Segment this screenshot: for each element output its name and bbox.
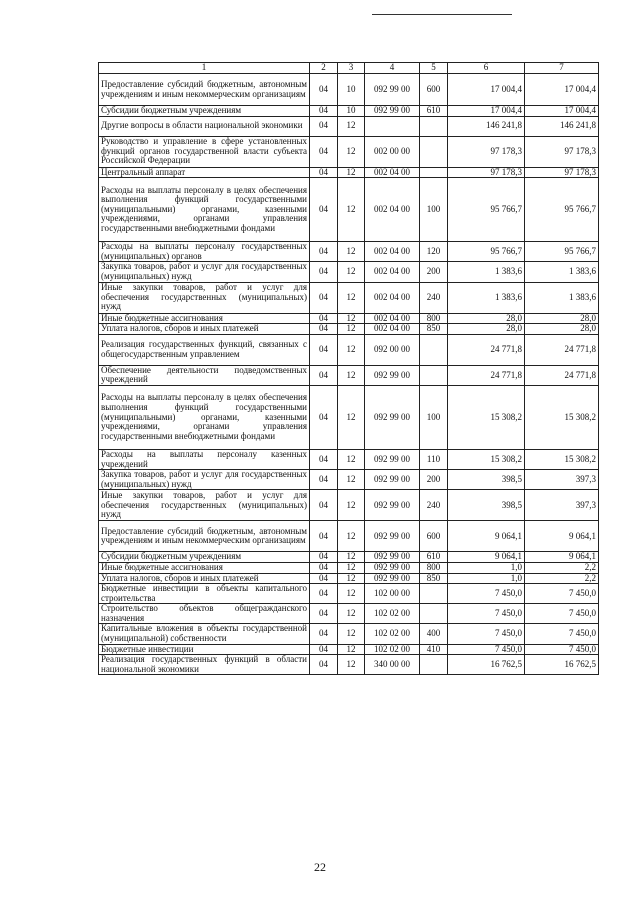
target-article-code: 092 00 00 xyxy=(365,334,420,365)
target-article-code: 002 04 00 xyxy=(365,242,420,262)
amount-col6: 24 771,8 xyxy=(448,365,525,385)
amount-col7: 24 771,8 xyxy=(525,365,599,385)
amount-col7: 397,3 xyxy=(525,490,599,521)
target-article-code: 092 99 00 xyxy=(365,106,420,117)
row-description: Иные закупки товаров, работ и услуг для обеспечения государственных (муниципальных) нужд xyxy=(99,282,310,313)
target-article-code: 002 04 00 xyxy=(365,313,420,324)
target-article-code: 102 02 00 xyxy=(365,644,420,655)
table-row xyxy=(99,178,599,242)
target-article-code: 002 04 00 xyxy=(365,262,420,282)
row-description: Закупка товаров, работ и услуг для государственных (муниципальных) нужд xyxy=(99,470,310,490)
budget-table xyxy=(98,62,599,675)
amount-col6: 95 766,7 xyxy=(448,242,525,262)
section-code: 04 xyxy=(310,262,338,282)
amount-col7: 28,0 xyxy=(525,324,599,335)
subsection-code: 10 xyxy=(338,74,365,106)
section-code: 04 xyxy=(310,449,338,469)
table-row xyxy=(99,334,599,365)
target-article-code: 092 99 00 xyxy=(365,74,420,106)
table-row xyxy=(99,644,599,655)
page-number: 22 xyxy=(314,860,326,874)
section-code: 04 xyxy=(310,282,338,313)
top-rule xyxy=(372,14,512,15)
target-article-code: 002 04 00 xyxy=(365,167,420,178)
expense-type-code: 100 xyxy=(420,385,448,449)
target-article-code xyxy=(365,116,420,136)
expense-type-code xyxy=(420,365,448,385)
section-code: 04 xyxy=(310,334,338,365)
expense-type-code: 240 xyxy=(420,282,448,313)
section-code: 04 xyxy=(310,562,338,573)
expense-type-code: 610 xyxy=(420,106,448,117)
row-description: Реализация государственных функций в области национальной экономики xyxy=(99,655,310,675)
row-description: Закупка товаров, работ и услуг для государственных (муниципальных) нужд xyxy=(99,262,310,282)
table-row xyxy=(99,167,599,178)
header-cell: 2 xyxy=(310,63,338,74)
subsection-code: 12 xyxy=(338,167,365,178)
amount-col6: 7 450,0 xyxy=(448,584,525,604)
amount-col7: 2,2 xyxy=(525,573,599,584)
table-row xyxy=(99,552,599,563)
subsection-code: 12 xyxy=(338,324,365,335)
subsection-code: 12 xyxy=(338,365,365,385)
section-code: 04 xyxy=(310,365,338,385)
target-article-code: 092 99 00 xyxy=(365,470,420,490)
amount-col6: 28,0 xyxy=(448,324,525,335)
subsection-code: 12 xyxy=(338,334,365,365)
section-code: 04 xyxy=(310,116,338,136)
row-description: Расходы на выплаты персоналу государственных (муниципальных) органов xyxy=(99,242,310,262)
section-code: 04 xyxy=(310,624,338,644)
section-code: 04 xyxy=(310,655,338,675)
subsection-code: 12 xyxy=(338,178,365,242)
expense-type-code: 100 xyxy=(420,178,448,242)
expense-type-code xyxy=(420,334,448,365)
table-row xyxy=(99,573,599,584)
amount-col6: 9 064,1 xyxy=(448,552,525,563)
amount-col7: 9 064,1 xyxy=(525,521,599,552)
expense-type-code: 200 xyxy=(420,262,448,282)
target-article-code: 092 99 00 xyxy=(365,562,420,573)
amount-col7: 9 064,1 xyxy=(525,552,599,563)
expense-type-code: 200 xyxy=(420,470,448,490)
row-description: Субсидии бюджетным учреждениям xyxy=(99,106,310,117)
row-description: Обеспечение деятельности подведомственных учреждений xyxy=(99,365,310,385)
amount-col7: 15 308,2 xyxy=(525,449,599,469)
amount-col7: 95 766,7 xyxy=(525,242,599,262)
table-row xyxy=(99,449,599,469)
subsection-code: 12 xyxy=(338,490,365,521)
subsection-code: 12 xyxy=(338,116,365,136)
subsection-code: 12 xyxy=(338,562,365,573)
amount-col7: 1 383,6 xyxy=(525,282,599,313)
amount-col6: 28,0 xyxy=(448,313,525,324)
amount-col7: 17 004,4 xyxy=(525,106,599,117)
table-row xyxy=(99,116,599,136)
target-article-code: 002 04 00 xyxy=(365,324,420,335)
amount-col7: 146 241,8 xyxy=(525,116,599,136)
row-description: Иные бюджетные ассигнования xyxy=(99,313,310,324)
row-description: Другие вопросы в области национальной экономики xyxy=(99,116,310,136)
header-cell: 6 xyxy=(448,63,525,74)
section-code: 04 xyxy=(310,313,338,324)
amount-col6: 9 064,1 xyxy=(448,521,525,552)
target-article-code: 102 02 00 xyxy=(365,604,420,624)
table-row xyxy=(99,521,599,552)
table-row xyxy=(99,262,599,282)
header-cell: 1 xyxy=(99,63,310,74)
row-description: Руководство и управление в сфере установленных функций органов государственной власти субъекта Российской Федерации xyxy=(99,136,310,167)
subsection-code: 12 xyxy=(338,573,365,584)
expense-type-code: 400 xyxy=(420,624,448,644)
table-row xyxy=(99,604,599,624)
amount-col6: 398,5 xyxy=(448,490,525,521)
section-code: 04 xyxy=(310,584,338,604)
subsection-code: 12 xyxy=(338,624,365,644)
subsection-code: 12 xyxy=(338,136,365,167)
section-code: 04 xyxy=(310,644,338,655)
row-description: Бюджетные инвестиции xyxy=(99,644,310,655)
amount-col6: 1 383,6 xyxy=(448,282,525,313)
expense-type-code: 800 xyxy=(420,562,448,573)
expense-type-code xyxy=(420,167,448,178)
section-code: 04 xyxy=(310,324,338,335)
subsection-code: 12 xyxy=(338,552,365,563)
subsection-code: 12 xyxy=(338,584,365,604)
table-row xyxy=(99,385,599,449)
subsection-code: 12 xyxy=(338,521,365,552)
target-article-code: 092 99 00 xyxy=(365,385,420,449)
amount-col7: 97 178,3 xyxy=(525,167,599,178)
row-description: Уплата налогов, сборов и иных платежей xyxy=(99,573,310,584)
table-row xyxy=(99,313,599,324)
target-article-code: 092 99 00 xyxy=(365,490,420,521)
section-code: 04 xyxy=(310,106,338,117)
row-description: Предоставление субсидий бюджетным, автономным учреждениям и иным некоммерческим организациям xyxy=(99,521,310,552)
header-cell: 5 xyxy=(420,63,448,74)
expense-type-code: 120 xyxy=(420,242,448,262)
table-row xyxy=(99,242,599,262)
expense-type-code xyxy=(420,136,448,167)
table-row xyxy=(99,655,599,675)
amount-col7: 7 450,0 xyxy=(525,644,599,655)
row-description: Расходы на выплаты персоналу казенных учреждений xyxy=(99,449,310,469)
amount-col7: 16 762,5 xyxy=(525,655,599,675)
row-description: Уплата налогов, сборов и иных платежей xyxy=(99,324,310,335)
expense-type-code xyxy=(420,604,448,624)
section-code: 04 xyxy=(310,74,338,106)
amount-col6: 7 450,0 xyxy=(448,644,525,655)
subsection-code: 12 xyxy=(338,655,365,675)
target-article-code: 340 00 00 xyxy=(365,655,420,675)
expense-type-code xyxy=(420,116,448,136)
section-code: 04 xyxy=(310,178,338,242)
table-row xyxy=(99,136,599,167)
target-article-code: 002 00 00 xyxy=(365,136,420,167)
target-article-code: 092 99 00 xyxy=(365,365,420,385)
amount-col7: 7 450,0 xyxy=(525,604,599,624)
table-row xyxy=(99,562,599,573)
section-code: 04 xyxy=(310,490,338,521)
amount-col6: 16 762,5 xyxy=(448,655,525,675)
amount-col6: 398,5 xyxy=(448,470,525,490)
amount-col6: 15 308,2 xyxy=(448,385,525,449)
amount-col6: 7 450,0 xyxy=(448,604,525,624)
section-code: 04 xyxy=(310,552,338,563)
section-code: 04 xyxy=(310,385,338,449)
target-article-code: 102 00 00 xyxy=(365,584,420,604)
amount-col6: 95 766,7 xyxy=(448,178,525,242)
section-code: 04 xyxy=(310,136,338,167)
expense-type-code: 800 xyxy=(420,313,448,324)
row-description: Реализация государственных функций, связанных с общегосударственным управлением xyxy=(99,334,310,365)
target-article-code: 102 02 00 xyxy=(365,624,420,644)
section-code: 04 xyxy=(310,604,338,624)
header-row xyxy=(99,63,599,74)
section-code: 04 xyxy=(310,167,338,178)
subsection-code: 12 xyxy=(338,470,365,490)
expense-type-code xyxy=(420,584,448,604)
header-cell: 3 xyxy=(338,63,365,74)
subsection-code: 12 xyxy=(338,449,365,469)
amount-col7: 28,0 xyxy=(525,313,599,324)
target-article-code: 092 99 00 xyxy=(365,552,420,563)
amount-col6: 1,0 xyxy=(448,562,525,573)
section-code: 04 xyxy=(310,470,338,490)
subsection-code: 12 xyxy=(338,644,365,655)
subsection-code: 12 xyxy=(338,262,365,282)
target-article-code: 092 99 00 xyxy=(365,573,420,584)
subsection-code: 10 xyxy=(338,106,365,117)
subsection-code: 12 xyxy=(338,313,365,324)
table-row xyxy=(99,490,599,521)
table-row xyxy=(99,624,599,644)
expense-type-code: 600 xyxy=(420,521,448,552)
expense-type-code: 110 xyxy=(420,449,448,469)
section-code: 04 xyxy=(310,521,338,552)
table-row xyxy=(99,584,599,604)
amount-col6: 1 383,6 xyxy=(448,262,525,282)
table-row xyxy=(99,324,599,335)
amount-col7: 17 004,4 xyxy=(525,74,599,106)
amount-col7: 95 766,7 xyxy=(525,178,599,242)
amount-col6: 17 004,4 xyxy=(448,106,525,117)
subsection-code: 12 xyxy=(338,604,365,624)
amount-col7: 397,3 xyxy=(525,470,599,490)
target-article-code: 002 04 00 xyxy=(365,178,420,242)
row-description: Предоставление субсидий бюджетным, автономным учреждениям и иным некоммерческим организациям xyxy=(99,74,310,106)
amount-col7: 2,2 xyxy=(525,562,599,573)
row-description: Иные бюджетные ассигнования xyxy=(99,562,310,573)
row-description: Центральный аппарат xyxy=(99,167,310,178)
table-row xyxy=(99,470,599,490)
amount-col6: 24 771,8 xyxy=(448,334,525,365)
expense-type-code: 610 xyxy=(420,552,448,563)
row-description: Расходы на выплаты персоналу в целях обеспечения выполнения функций государственными (муниципальными) органами, казенными учреждениями, органами управления государственными внебюджетными фондами xyxy=(99,178,310,242)
expense-type-code: 850 xyxy=(420,324,448,335)
target-article-code: 002 04 00 xyxy=(365,282,420,313)
amount-col6: 1,0 xyxy=(448,573,525,584)
amount-col6: 7 450,0 xyxy=(448,624,525,644)
table-row xyxy=(99,365,599,385)
subsection-code: 12 xyxy=(338,242,365,262)
expense-type-code: 410 xyxy=(420,644,448,655)
row-description: Расходы на выплаты персоналу в целях обеспечения выполнения функций государственными (муниципальными) органами, казенными учреждениями, органами управления государственными внебюджетными фондами xyxy=(99,385,310,449)
amount-col6: 17 004,4 xyxy=(448,74,525,106)
amount-col7: 15 308,2 xyxy=(525,385,599,449)
header-cell: 4 xyxy=(365,63,420,74)
row-description: Капитальные вложения в объекты государственной (муниципальной) собственности xyxy=(99,624,310,644)
amount-col6: 15 308,2 xyxy=(448,449,525,469)
expense-type-code: 240 xyxy=(420,490,448,521)
row-description: Иные закупки товаров, работ и услуг для обеспечения государственных (муниципальных) нужд xyxy=(99,490,310,521)
amount-col6: 97 178,3 xyxy=(448,167,525,178)
expense-type-code: 600 xyxy=(420,74,448,106)
expense-type-code: 850 xyxy=(420,573,448,584)
row-description: Субсидии бюджетным учреждениям xyxy=(99,552,310,563)
target-article-code: 092 99 00 xyxy=(365,521,420,552)
header-cell: 7 xyxy=(525,63,599,74)
table-row xyxy=(99,106,599,117)
amount-col7: 7 450,0 xyxy=(525,624,599,644)
amount-col7: 97 178,3 xyxy=(525,136,599,167)
expense-type-code xyxy=(420,655,448,675)
subsection-code: 12 xyxy=(338,385,365,449)
table-row xyxy=(99,282,599,313)
table-row xyxy=(99,74,599,106)
subsection-code: 12 xyxy=(338,282,365,313)
section-code: 04 xyxy=(310,242,338,262)
amount-col7: 7 450,0 xyxy=(525,584,599,604)
amount-col6: 146 241,8 xyxy=(448,116,525,136)
table-body xyxy=(99,63,599,675)
section-code: 04 xyxy=(310,573,338,584)
target-article-code: 092 99 00 xyxy=(365,449,420,469)
amount-col7: 1 383,6 xyxy=(525,262,599,282)
amount-col7: 24 771,8 xyxy=(525,334,599,365)
amount-col6: 97 178,3 xyxy=(448,136,525,167)
row-description: Бюджетные инвестиции в объекты капитального строительства xyxy=(99,584,310,604)
row-description: Строительство объектов общегражданского назначения xyxy=(99,604,310,624)
